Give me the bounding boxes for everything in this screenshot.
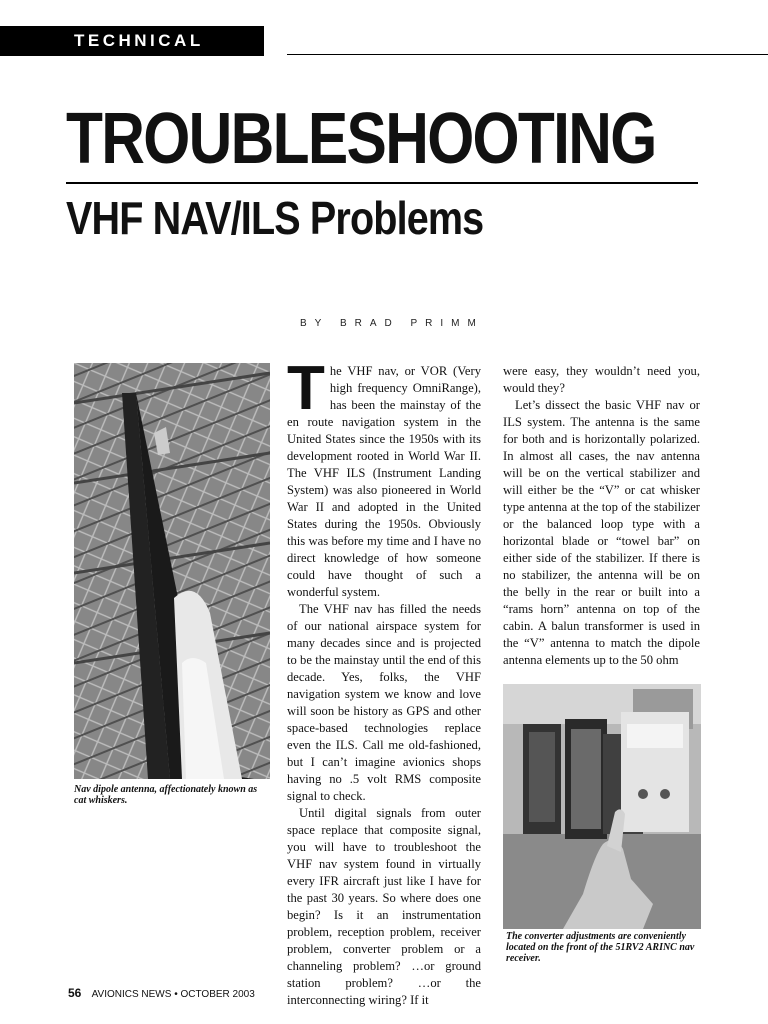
photo1-caption: Nav dipole antenna, affectionately known as cat whiskers. — [74, 784, 258, 806]
paragraph: The VHF nav has filled the needs of our national airspace system for many decades since and is projected to be the mainstay until the end of this decade. Yes, folks, the VHF navigation system we know and love will soon be history as GPS and other space-based technologies replace even the ILS. Call me old-fashioned, but I can’t imagine avionics shops having no .5 volt RMS composite signal to check. — [287, 602, 481, 803]
photo2-caption: The converter adjustments are conveniently located on the front of the 51RV2 ARINC nav receiver. — [506, 931, 695, 964]
section-label: TECHNICAL — [0, 26, 264, 56]
intro-paragraph — [287, 354, 481, 601]
article-subtitle: VHF NAV/ILS Problems — [66, 192, 484, 244]
paragraph: Until digital signals from outer space replace that composite signal, you will have to troubleshoot the VHF nav system found in virtually every IFR aircraft just like I have for the past 30 years. So where does one begin? Is it an instrumentation problem, reception problem, receiver problem, converter problem or a channeling problem? …or ground station problem? …or the interconnecting wiring? If it — [287, 806, 481, 1007]
page-number: 56 — [68, 986, 82, 1000]
nav-receiver-photo — [503, 684, 701, 929]
byline: BY BRAD PRIMM — [300, 318, 484, 329]
footer-separator: • — [174, 989, 178, 1000]
article-column-1 — [287, 354, 481, 1009]
article-column-2 — [503, 363, 700, 669]
paragraph-text: he VHF nav, or VOR (Very high frequency OmniRange), has been the mainstay of the en route navigation system in the United States since the 1950s with its development rooted in World War II. The VHF ILS (Instrument Landing System) was also pioneered in World War II and adopted in the United States during the 1950s. Obviously this was before my time and I have no direct knowledge of how someone could have thought of such a wonderful system. — [287, 364, 481, 599]
issue-date: OCTOBER 2003 — [180, 989, 255, 1000]
antenna-photo — [74, 363, 270, 779]
publication-name: AVIONICS NEWS — [91, 989, 172, 1000]
title-rule — [66, 182, 698, 184]
header-rule — [287, 54, 768, 55]
page-footer — [68, 986, 255, 1000]
article-title: TROUBLESHOOTING — [66, 99, 656, 179]
paragraph: Let’s dissect the basic VHF nav or ILS system. The antenna is the same for both and is horizontally polarized. In almost all cases, the nav antenna will be on the vertical stabilizer and will either be the “V” or cat whisker type antenna at the top of the stabilizer or the balanced loop type with a horizontal blade or “towel bar” on either side of the stabilizer. If there is no stabilizer, the antenna will be on the belly in the rear or built into a “rams horn” antenna on top of the cabin. A balun transformer is used in the “V” antenna to match the dipole antenna elements up to the 50 ohm — [503, 398, 700, 667]
paragraph: were easy, they wouldn’t need you, would they? — [503, 364, 700, 395]
drop-cap: T — [287, 354, 325, 423]
